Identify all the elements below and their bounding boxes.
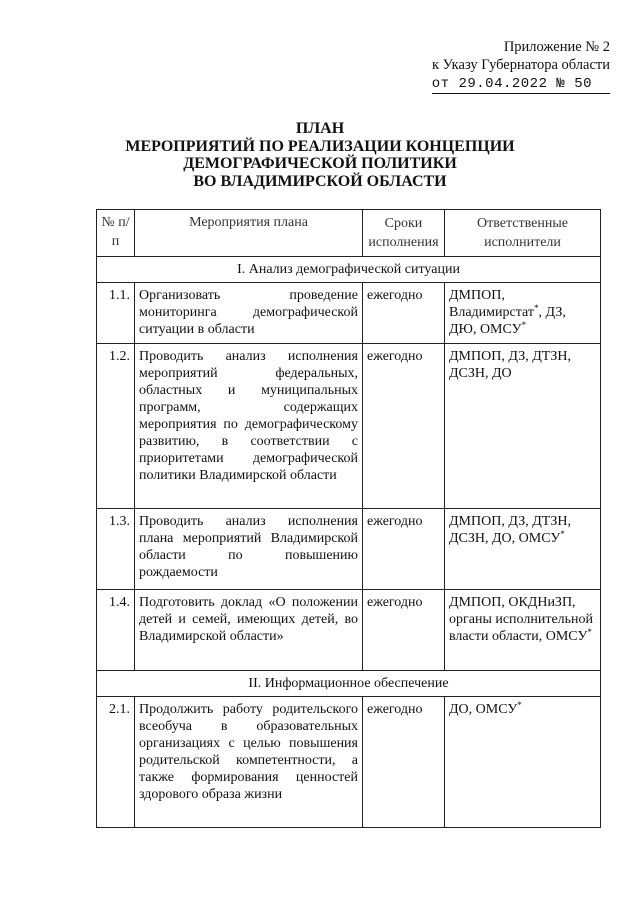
row-responsible (445, 590, 601, 671)
responsible-text: ДМПОП, ОКДНиЗП, органы исполнительной власти области, ОМСУ (449, 595, 594, 644)
row-number: 1.3. (97, 509, 135, 590)
footnote-mark: * (560, 529, 565, 539)
annex-header (432, 38, 610, 94)
header-activity: Мероприятия плана (135, 210, 363, 257)
section-row-2 (97, 671, 601, 697)
table-row (97, 344, 601, 509)
row-term: ежегодно (363, 283, 445, 344)
table-header-row (97, 210, 601, 257)
title-line-4: ВО ВЛАДИМИРСКОЙ ОБЛАСТИ (193, 172, 447, 190)
section-title: I. Анализ демографической ситуации (97, 257, 601, 283)
footnote-mark: * (533, 303, 539, 313)
footnote-mark: * (587, 627, 592, 637)
section-title: II. Информационное обеспечение (97, 671, 601, 697)
responsible-text: ДО, ОМСУ (449, 702, 518, 717)
document-title (0, 120, 640, 190)
row-activity: Организовать проведение мониторинга демографической ситуации в области (135, 283, 363, 344)
table-row (97, 697, 601, 828)
header-responsible: Ответственные исполнители (445, 210, 601, 257)
responsible-text: ДМПОП, ДЗ, ДТЗН, ДСЗН, ДО (449, 349, 571, 381)
row-number: 1.2. (97, 344, 135, 509)
header-num: № п/п (97, 210, 135, 257)
title-line-2: МЕРОПРИЯТИЙ ПО РЕАЛИЗАЦИИ КОНЦЕПЦИИ (125, 137, 515, 155)
plan-table (96, 209, 601, 828)
row-term: ежегодно (363, 344, 445, 509)
row-term: ежегодно (363, 509, 445, 590)
row-number: 1.4. (97, 590, 135, 671)
row-term: ежегодно (363, 590, 445, 671)
row-responsible (445, 697, 601, 828)
header-term: Сроки исполнения (363, 210, 445, 257)
row-number: 1.1. (97, 283, 135, 344)
table-row (97, 283, 601, 344)
row-responsible (445, 509, 601, 590)
footnote-mark: * (521, 320, 527, 330)
row-activity: Проводить анализ исполнения мероприятий федеральных, областных и муниципальных программ, содержащих мероприятия по демографическому развитию, в соответствии с приоритетами демографической политики Владимирской области (135, 344, 363, 509)
section-row-1 (97, 257, 601, 283)
responsible-text: , ДЗ, ДЮ, ОМСУ (449, 305, 566, 337)
responsible-text: ДМПОП, Владимирстат (449, 288, 534, 320)
row-activity: Проводить анализ исполнения плана мероприятий Владимирской области по повышению рождаемости (135, 509, 363, 590)
table-row (97, 509, 601, 590)
annex-number: Приложение № 2 (503, 39, 610, 55)
annex-decree: к Указу Губернатора области (432, 57, 610, 73)
row-number: 2.1. (97, 697, 135, 828)
footnote-mark: * (517, 700, 522, 710)
annex-order-date: от 29.04.2022 № 50 (432, 75, 610, 94)
row-responsible (445, 283, 601, 344)
responsible-text: ДМПОП, ДЗ, ДТЗН, ДСЗН, ДО, ОМСУ (449, 514, 571, 546)
row-activity: Продолжить работу родительского всеобуча в образовательных организациях с целью повышения родительской компетентности, а также формирования ценностей здорового образа жизни (135, 697, 363, 828)
table-row (97, 590, 601, 671)
title-line-3: ДЕМОГРАФИЧЕСКОЙ ПОЛИТИКИ (183, 155, 457, 172)
row-responsible (445, 344, 601, 509)
row-term: ежегодно (363, 697, 445, 828)
row-activity: Подготовить доклад «О положении детей и семей, имеющих детей, во Владимирской области» (135, 590, 363, 671)
title-line-1: ПЛАН (295, 120, 345, 137)
